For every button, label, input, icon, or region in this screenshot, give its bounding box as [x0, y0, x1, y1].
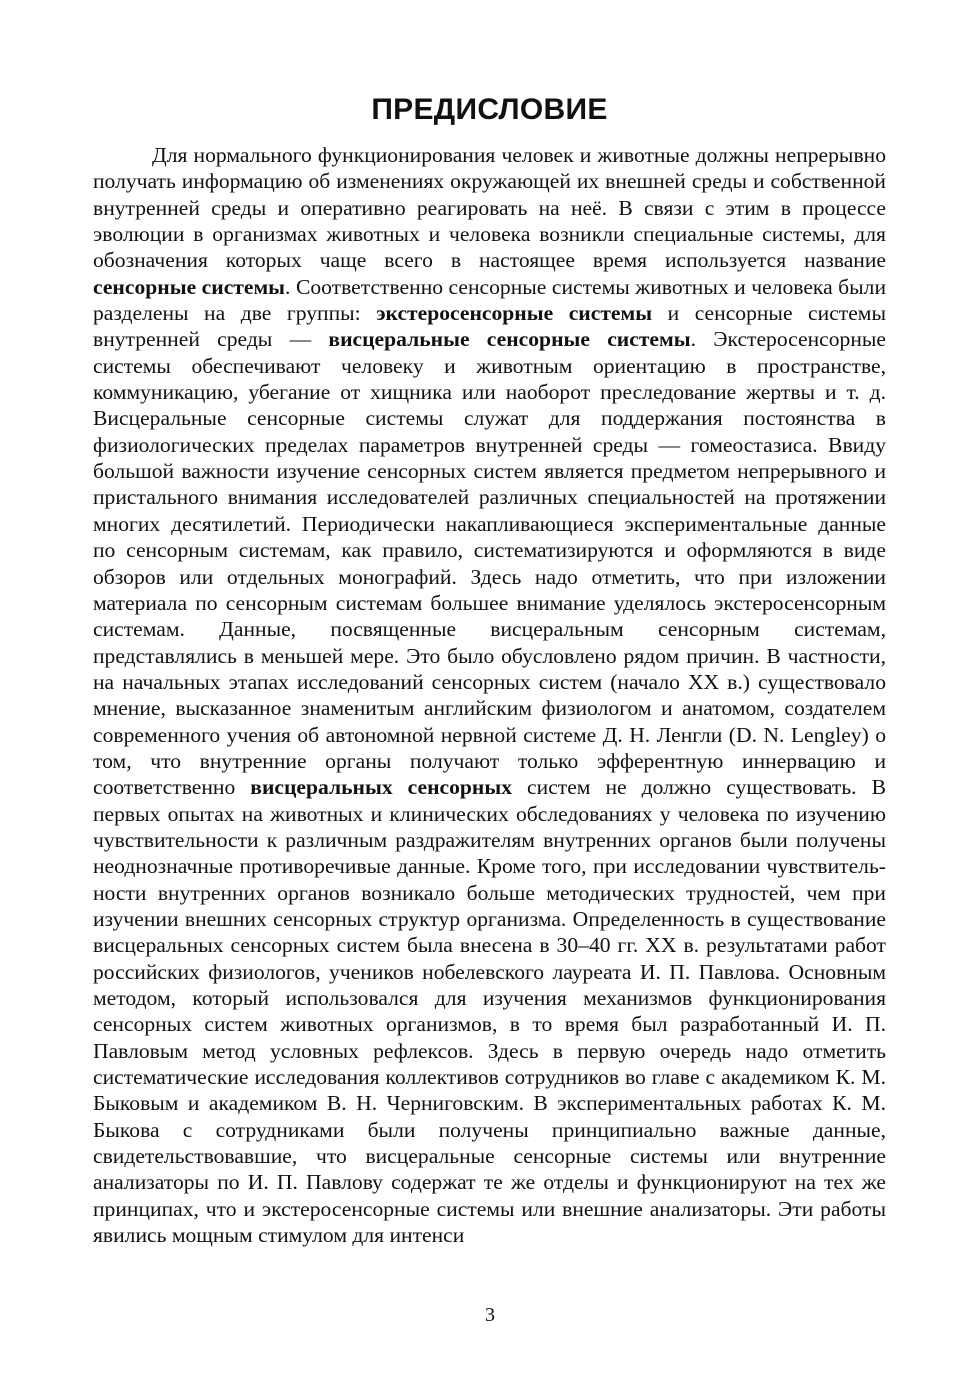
- page-number: 3: [485, 1304, 495, 1326]
- page-content: [93, 92, 886, 1248]
- bold-term: экстеросенсорные системы: [376, 301, 653, 326]
- preface-paragraph: [93, 142, 886, 1248]
- text-segment: . Экстеросенсорные системы обеспечивают человеку и животным ориентацию в пространстве, коммуникацию, убегание от хищника или наоборот преследование жертвы и т. д. Висцеральные сенсорные системы служат для поддержания постоянства в физиологических пределах параметров внутренней среды — гомеостазиса. Ввиду большой важности изучение сенсорных систем является предметом непрерывного и пристального внимания исследователей различных специальностей на протяжении многих десятилетий. Периодически накапливающиеся экспериментальные данные по сенсорным системам, как правило, систематизируются и оформляются в виде обзоров или отдельных монографий. Здесь надо отметить, что при изложении материала по сенсорным системам большее внимание уделялось экстеросенсорным системам. Данные, посвященные висцеральным сенсорным системам, представлялись в меньшей мере. Это было обусловлено рядом причин. В частности, на начальных этапах исследований сенсорных систем (начало XX в.) существовало мнение, высказанное знаменитым английским физиологом и анатомом, создателем современного учения об автономной нервной системе Д. Н. Ленгли (D. N. Lengley) о том, что внутренние органы получают только эфферентную иннервацию и соответственно: [93, 327, 886, 800]
- text-segment: Для нормального функционирования человек и животные должны непрерывно получать информацию об изменениях окружающей их внешней среды и собственной внутренней среды и оперативно реагировать на неё. В связи с этим в процессе эволюции в организмах животных и человека возникли специальные системы, для обозначения которых чаще всего в настоящее время используется название: [93, 143, 886, 273]
- bold-term: висцеральных сенсорных: [250, 775, 513, 800]
- text-segment: и сенсорные системы внутренней среды —: [93, 301, 886, 352]
- page-title: ПРЕДИСЛОВИЕ: [371, 93, 608, 126]
- text-segment: . Соответственно сенсорные системы животных и человека были разделены на две группы:: [93, 274, 886, 326]
- text-segment: систем не должно существовать. В первых опытах на животных и клинических обследованиях у человека по изучению чувствительности к различным раздражителям внутренних органов были получены неоднозначные противоречивые данные. Кроме того, при исследовании чувствительности внутренних органов возникало больше методических трудностей, чем при изучении внешних сенсорных структур организма. Определенность в существование висцеральных сенсорных систем была внесена в 30–40 гг. XX в. результатами работ российских физиологов, учеников нобелевского лауреата И. П. Павлова. Основным методом, который использовался для изучения механизмов функционирования сенсорных систем животных организмов, в то время был разработанный И. П. Павловым метод условных рефлексов. Здесь в первую очередь надо отметить систематические исследования коллективов сотрудников во главе с академиком К. М. Быковым и академиком В. Н. Черниговским. В экспериментальных работах К. М. Быкова с сотрудниками были получены принципиально важные данные, свидетельствовавшие, что висцеральные сенсорные системы или внутренние анализаторы по И. П. Павлову содержат те же отделы и функционируют на тех же принципах, что и экстеросенсорные системы или внешние анализаторы. Эти работы явились мощным стимулом для интенси: [93, 775, 886, 1248]
- bold-term: висцеральные сенсорные системы: [328, 327, 691, 352]
- bold-term: сенсорные системы: [93, 274, 286, 299]
